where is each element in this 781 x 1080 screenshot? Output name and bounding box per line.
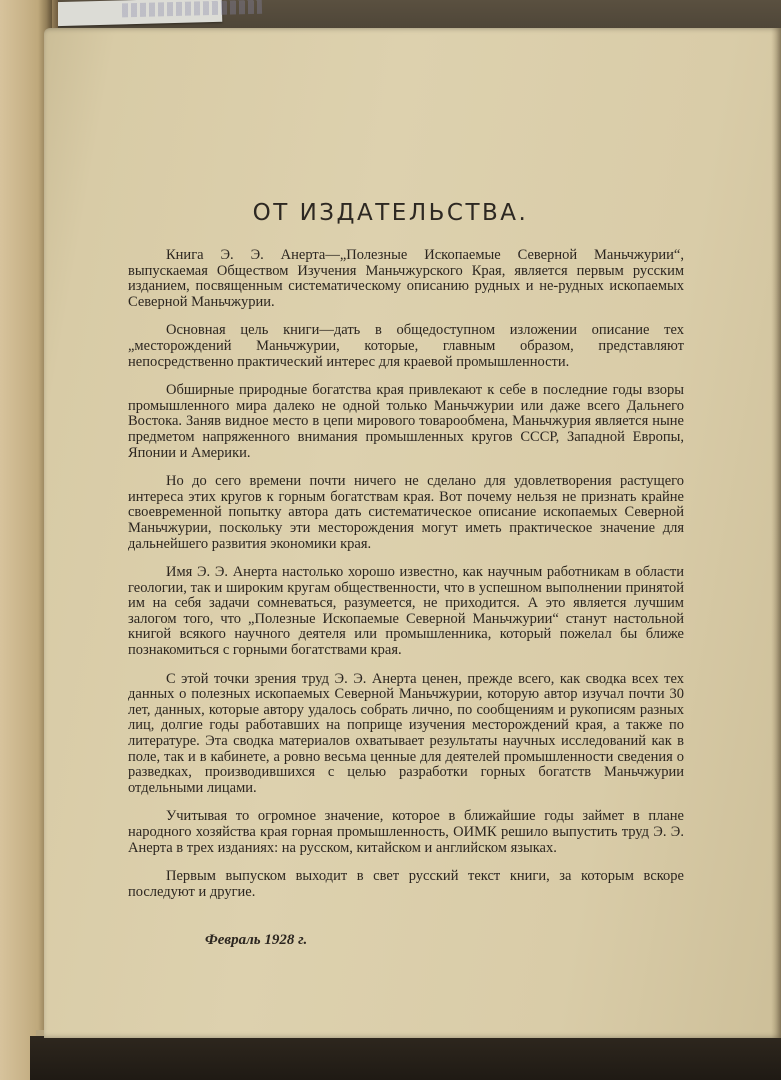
signature-date: Февраль 1928 г. — [205, 932, 308, 948]
table-surface — [30, 1036, 781, 1080]
paragraph: Основная цель книги—дать в общедоступном изложении описание тех „месторождений Маньчжурии, которые, главным образом, представляют непосредственно практический интерес для краевой промышленности. — [128, 322, 684, 370]
paragraph: Но до сего времени почти ничего не сделано для удовлетворения растущего интереса этих кругов к горным богатствам края. Вот почему нельзя не признать крайне своевременной попытку автора дать систематическое описание ископаемых Северной Маньчжурии, поскольку эти месторождения могут иметь практическое значение для дальнейшего развития экономики края. — [128, 473, 684, 552]
paragraph: Первым выпуском выходит в свет русский текст книги, за которым вскоре последуют и другие. — [128, 868, 684, 900]
paragraph: Книга Э. Э. Анерта—„Полезные Ископаемые Северной Маньчжурии“, выпускаемая Обществом Изучения Маньчжурского Края, является первым русским изданием, посвященным систематическому описанию рудных и не-рудных ископаемых Северной Маньчжурии. — [128, 247, 684, 310]
paragraph: Учитывая то огромное значение, которое в ближайшие годы займет в плане народного хозяйства края горная промышленность, ОИМК решило выпустить труд Э. Э. Анерта в трех изданиях: на русском, китайском и английском языках. — [128, 808, 684, 856]
page-edge-shadow — [771, 28, 781, 1038]
paragraph: С этой точки зрения труд Э. Э. Анерта ценен, прежде всего, как сводка всех тех данных о полезных ископаемых Северной Маньчжурии, которую автор изучал почти 30 лет, данных, которые автору удалось собрать лично, по сообщениям и рукописям разных лиц, долгие годы работавших на поприще изучения месторождений края, а также по литературе. Эта сводка материалов охватывает результаты научных исследований как в поле, так и в кабинете, а ровно весьма ценные для деятелей промышленности сведения о разведках, производившихся с целью разработки горных богатств Маньчжурии отдельными лицами. — [128, 670, 684, 796]
page-title: ОТ ИЗДАТЕЛЬСТВА. — [252, 200, 529, 226]
body-text — [128, 248, 684, 913]
paragraph: Обширные природные богатства края привлекают к себе в последние годы взоры промышленного мира далеко не одной только Маньчжурии или даже всего Дальнего Востока. Заняв видное место в цепи мирового товарообмена, Маньчжурия является ныне предметом напряженного внимания промышленных кругов СССР, Западной Европы, Японии и Америки. — [128, 382, 684, 461]
paper-note — [52, 0, 223, 26]
paragraph: Имя Э. Э. Анерта настолько хорошо известно, как научным работникам в области геологии, так и широким кругам общественности, что в успешном выполнении принятой им на себя задачи сомневаться, разумеется, не приходится. А это является лучшим залогом того, что „Полезные Ископаемые Северной Маньчжурии“ станут настольной книгой всякого научного деятеля или промышленника, который пожелал бы ближе познакомиться с горными богатствами края. — [128, 564, 684, 659]
